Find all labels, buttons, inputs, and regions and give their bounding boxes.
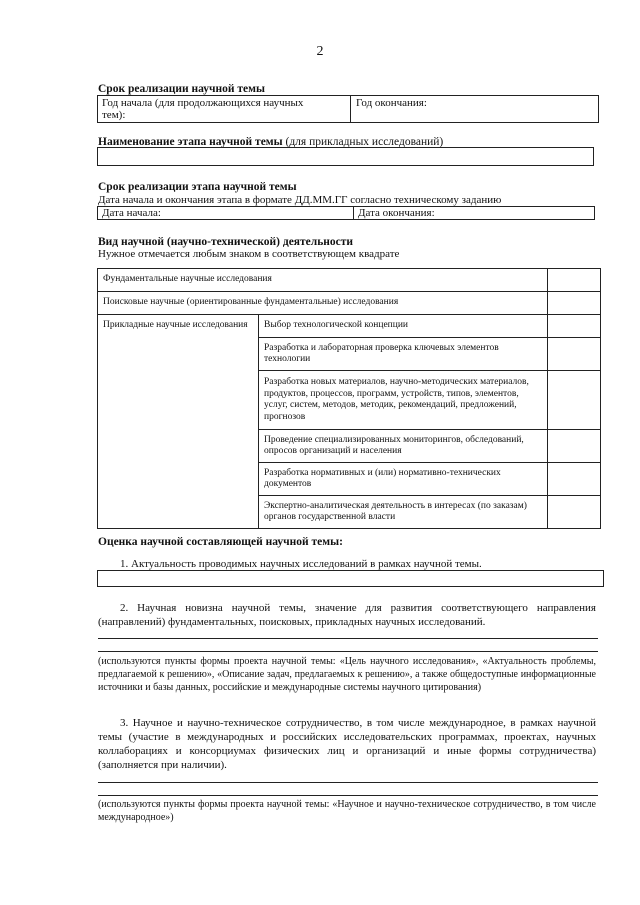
stage-start-label: Дата начала: (102, 207, 161, 219)
relevance-input[interactable] (97, 570, 604, 587)
activity-exploratory-label: Поисковые научные (ориентированные фундаментальные) исследования (98, 292, 548, 315)
stage-term-divider (353, 206, 354, 220)
novelty-line-2[interactable] (98, 651, 598, 652)
applied-item-label: Разработка и лабораторная проверка ключевых элементов технологии (259, 338, 548, 371)
novelty-line-1[interactable] (98, 638, 598, 639)
stage-name-heading: Наименование этапа научной темы (98, 136, 283, 148)
activity-applied-label: Прикладные научные исследования (98, 315, 259, 529)
applied-item-checkbox[interactable] (548, 338, 601, 371)
activity-exploratory-checkbox[interactable] (548, 292, 601, 315)
stage-term-hint: Дата начала и окончания этапа в формате ДД.ММ.ГГ согласно техническому заданию (98, 194, 502, 206)
term-divider (350, 95, 351, 123)
applied-item-checkbox[interactable] (548, 371, 601, 430)
applied-item-label: Разработка новых материалов, научно-методических материалов, продуктов, процессов, программ, устройств, типов, элементов, услуг, систем, методов, методик, рекомендаций, предложений, прогнозов (259, 371, 548, 430)
stage-name-input[interactable] (97, 147, 594, 166)
activity-row-applied-0 (98, 315, 601, 338)
applied-item-checkbox[interactable] (548, 496, 601, 529)
activity-row-exploratory (98, 292, 601, 315)
stage-end-label: Дата окончания: (358, 207, 435, 219)
start-year-field[interactable] (102, 97, 347, 121)
applied-item-checkbox[interactable] (548, 315, 601, 338)
activity-fundamental-checkbox[interactable] (548, 269, 601, 292)
activity-table (97, 268, 601, 529)
assessment-item1: 1. Актуальность проводимых научных исследований в рамках научной темы. (120, 558, 482, 570)
assessment-item3: 3. Научное и научно-техническое сотрудничество, в том числе международное, в рамках научной темы (участие в международных и российских исследовательских программах, проектах, научных коллаборациях и консорциумах физических лиц и организаций и иные формы сотрудничества) (заполняется при наличии). (98, 717, 596, 771)
assessment-item3-note: (используются пункты формы проекта научной темы: «Научное и научно-техническое сотрудничество, в том числе международное») (98, 799, 596, 823)
stage-start-field[interactable] (102, 207, 161, 219)
end-year-label: Год окончания: (356, 97, 427, 109)
start-year-label-line2: тем): (102, 109, 126, 121)
stage-term-heading: Срок реализации этапа научной темы (98, 181, 297, 193)
end-year-field[interactable] (356, 97, 596, 109)
applied-item-label: Разработка нормативных и (или) нормативно-технических документов (259, 463, 548, 496)
applied-item-label: Экспертно-аналитическая деятельность в интересах (по заказам) органов государственной власти (259, 496, 548, 529)
stage-end-field[interactable] (358, 207, 435, 219)
cooperation-line-1[interactable] (98, 782, 598, 783)
assessment-heading: Оценка научной составляющей научной темы: (98, 536, 343, 548)
activity-row-fundamental (98, 269, 601, 292)
stage-term-box (97, 206, 595, 220)
assessment-item2: 2. Научная новизна научной темы, значение для развития соответствующего направления (направлений) фундаментальных, поисковых, прикладных научных исследований. (98, 602, 596, 628)
applied-item-checkbox[interactable] (548, 463, 601, 496)
activity-hint: Нужное отмечается любым знаком в соответствующем квадрате (98, 248, 400, 260)
applied-item-checkbox[interactable] (548, 430, 601, 463)
applied-item-label: Выбор технологической концепции (259, 315, 548, 338)
activity-fundamental-label: Фундаментальные научные исследования (98, 269, 548, 292)
assessment-item2-note: (используются пункты формы проекта научной темы: «Цель научного исследования», «Актуальность проблемы, предлагаемой к решению», «Описание задач, предлагаемых к решению», а также общедоступные информационные источники и базы данных, российские и международные системы научного цитирования) (98, 656, 596, 693)
activity-heading: Вид научной (научно-технической) деятельности (98, 236, 354, 248)
cooperation-line-2[interactable] (98, 795, 598, 796)
stage-name-note: (для прикладных исследований) (285, 136, 444, 148)
page-number: 2 (316, 44, 324, 59)
applied-item-label: Проведение специализированных мониторингов, обследований, опросов организаций и населения (259, 430, 548, 463)
term-heading: Срок реализации научной темы (98, 83, 265, 95)
start-year-label-line1: Год начала (для продолжающихся научных (102, 97, 304, 109)
